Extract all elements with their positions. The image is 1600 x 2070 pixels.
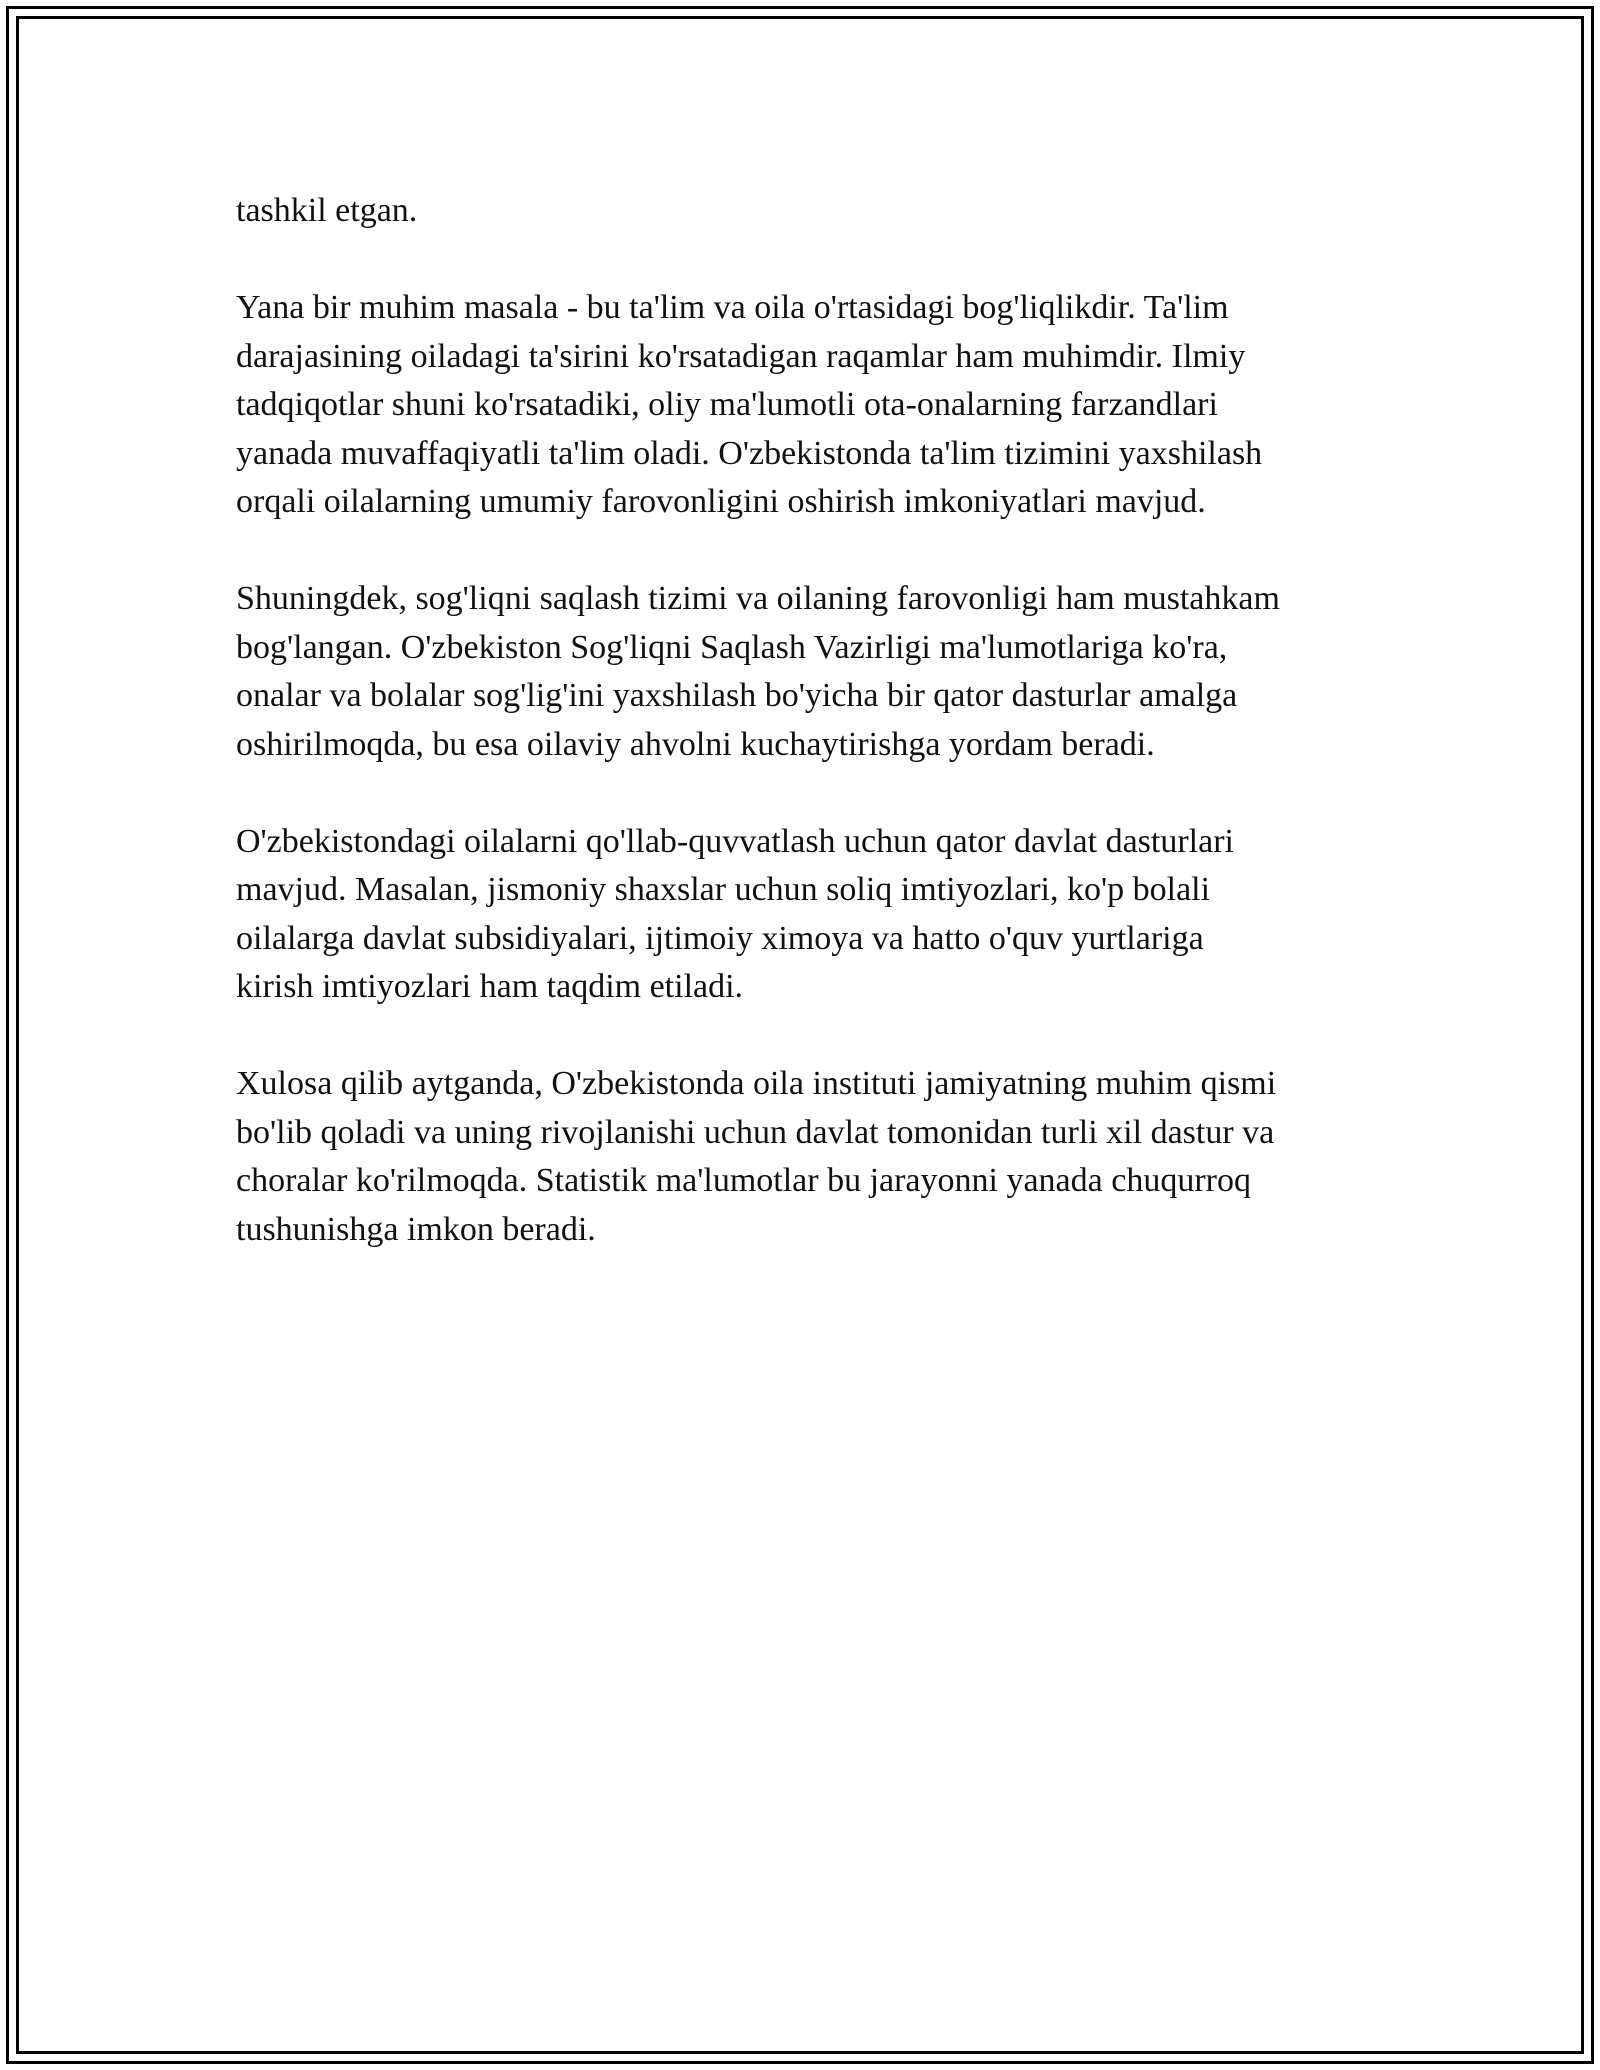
paragraph-state-programs: O'zbekistondagi oilalarni qo'llab-quvvatlash uchun qator davlat dasturlari mavjud. Masalan, jismoniy shaxslar uchun soliq imtiyozlari, ko'p bolali oilalarga davlat subsidiyalari, ijtimoiy ximoya va hatto o'quv yurtlariga kirish imtiyozlari ham taqdim etiladi. — [236, 822, 1234, 1005]
paragraph-continuation: tashkil etgan. — [236, 192, 418, 229]
paragraph-health: Shuningdek, sog'liqni saqlash tizimi va oilaning farovonligi ham mustahkam bog'langan. O'zbekiston Sog'liqni Saqlash Vazirligi ma'lumotlariga ko'ra, onalar va bolalar sog'lig'ini yaxshilash bo'yicha bir qator dasturlar amalga oshirilmoqda, bu esa oilaviy ahvolni kuchaytirishga yordam beradi. — [236, 580, 1280, 763]
paragraph-conclusion: Xulosa qilib aytganda, O'zbekistonda oila instituti jamiyatning muhim qismi bo'lib qoladi va uning rivojlanishi uchun davlat tomonidan turli xil dastur va choralar ko'rilmoqda. Statistik ma'lumotlar bu jarayonni yanada chuqurroq tushunishga imkon beradi. — [236, 1065, 1277, 1248]
document-body — [236, 187, 1396, 1303]
paragraph-education: Yana bir muhim masala - bu ta'lim va oila o'rtasidagi bog'liqlikdir. Ta'lim darajasining oiladagi ta'sirini ko'rsatadigan raqamlar ham muhimdir. Ilmiy tadqiqotlar shuni ko'rsatadiki, oliy ma'lumotli ota-onalarning farzandlari yanada muvaffaqiyatli ta'lim oladi. O'zbekistonda ta'lim tizimini yaxshilash orqali oilalarning umumiy farovonligini oshirish imkoniyatlari mavjud. — [236, 289, 1263, 520]
